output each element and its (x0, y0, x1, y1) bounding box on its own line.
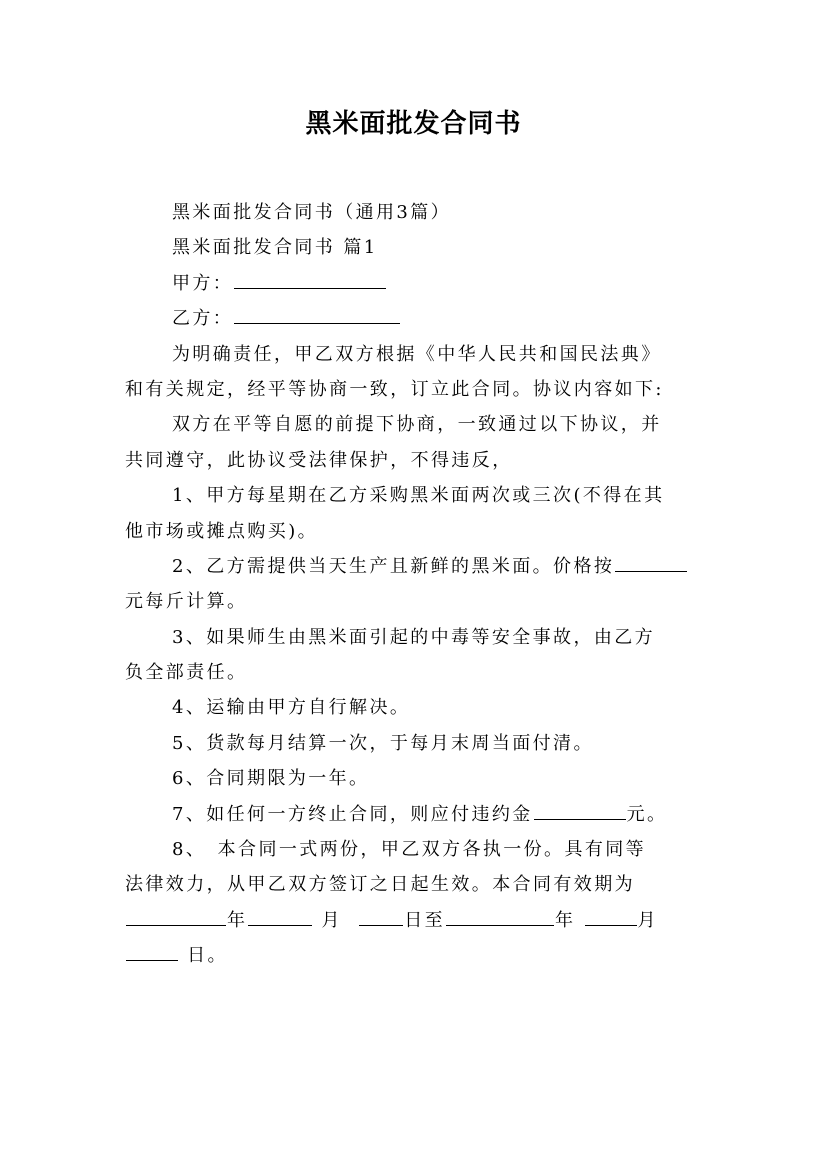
section-heading: 黑米面批发合同书 篇1 (172, 237, 378, 259)
document-body (125, 195, 710, 974)
end-month-blank (585, 905, 637, 926)
end-day-label: 日。 (187, 945, 228, 967)
start-year-label: 年 (227, 909, 248, 931)
price-blank (615, 551, 687, 572)
clause-7-text: 7、如任何一方终止合同，则应付违约金 (172, 803, 533, 825)
paragraph-line: 和有关规定，经平等协商一致，订立此合同。协议内容如下: (125, 378, 664, 400)
clause-7-line (125, 797, 710, 832)
start-month-label: 月 (321, 909, 342, 931)
party-a-blank (234, 268, 386, 289)
party-b-line (125, 301, 710, 336)
validity-end-line (125, 938, 710, 973)
end-day-blank (126, 940, 178, 961)
party-a-label: 甲方： (172, 272, 234, 294)
paragraph-line: 双方在平等自愿的前提下协商，一致通过以下协议，并 (172, 414, 662, 436)
clause-4-line: 4、运输由甲方自行解决。 (172, 697, 411, 719)
document-title: 黑米面批发合同书 (305, 109, 522, 139)
clause-2-line (125, 549, 710, 584)
clause-3-line: 负全部责任。 (125, 662, 248, 684)
start-year-blank (126, 905, 226, 926)
clause-8-line: 法律效力，从甲乙双方签订之日起生效。本合同有效期为 (125, 874, 635, 896)
end-year-blank (446, 905, 554, 926)
party-b-blank (234, 303, 400, 324)
penalty-blank (534, 799, 626, 820)
clause-6-line: 6、合同期限为一年。 (172, 768, 370, 790)
clause-1-line: 1、甲方每星期在乙方采购黑米面两次或三次(不得在其 (172, 485, 665, 507)
start-month-blank (248, 905, 312, 926)
party-b-label: 乙方： (172, 308, 234, 330)
end-month-label: 月 (637, 909, 658, 931)
subtitle-line: 黑米面批发合同书（通用3篇） (172, 202, 452, 223)
end-year-label: 年 (555, 909, 576, 931)
paragraph-line: 为明确责任，甲乙双方根据《中华人民共和国民法典》 (172, 343, 662, 365)
clause-2-text: 2、乙方需提供当天生产且新鲜的黑米面。价格按 (172, 555, 615, 577)
clause-7-unit: 元。 (626, 803, 668, 825)
clause-8-line: 8、 本合同一式两份，甲乙双方各执一份。具有同等 (172, 839, 647, 861)
clause-5-line: 5、货款每月结算一次，于每月末周当面付清。 (172, 732, 594, 754)
clause-3-line: 3、如果师生由黑米面引起的中毒等安全事故，由乙方 (172, 626, 656, 648)
start-day-blank (359, 905, 403, 926)
party-a-line (125, 266, 710, 301)
paragraph-line: 共同遵守，此协议受法律保护，不得违反， (125, 449, 513, 471)
clause-1-line: 他市场或摊点购买)。 (125, 520, 319, 542)
day-to-label: 日至 (404, 909, 445, 931)
clause-2-line: 元每斤计算。 (125, 591, 248, 613)
validity-date-line (125, 903, 710, 938)
